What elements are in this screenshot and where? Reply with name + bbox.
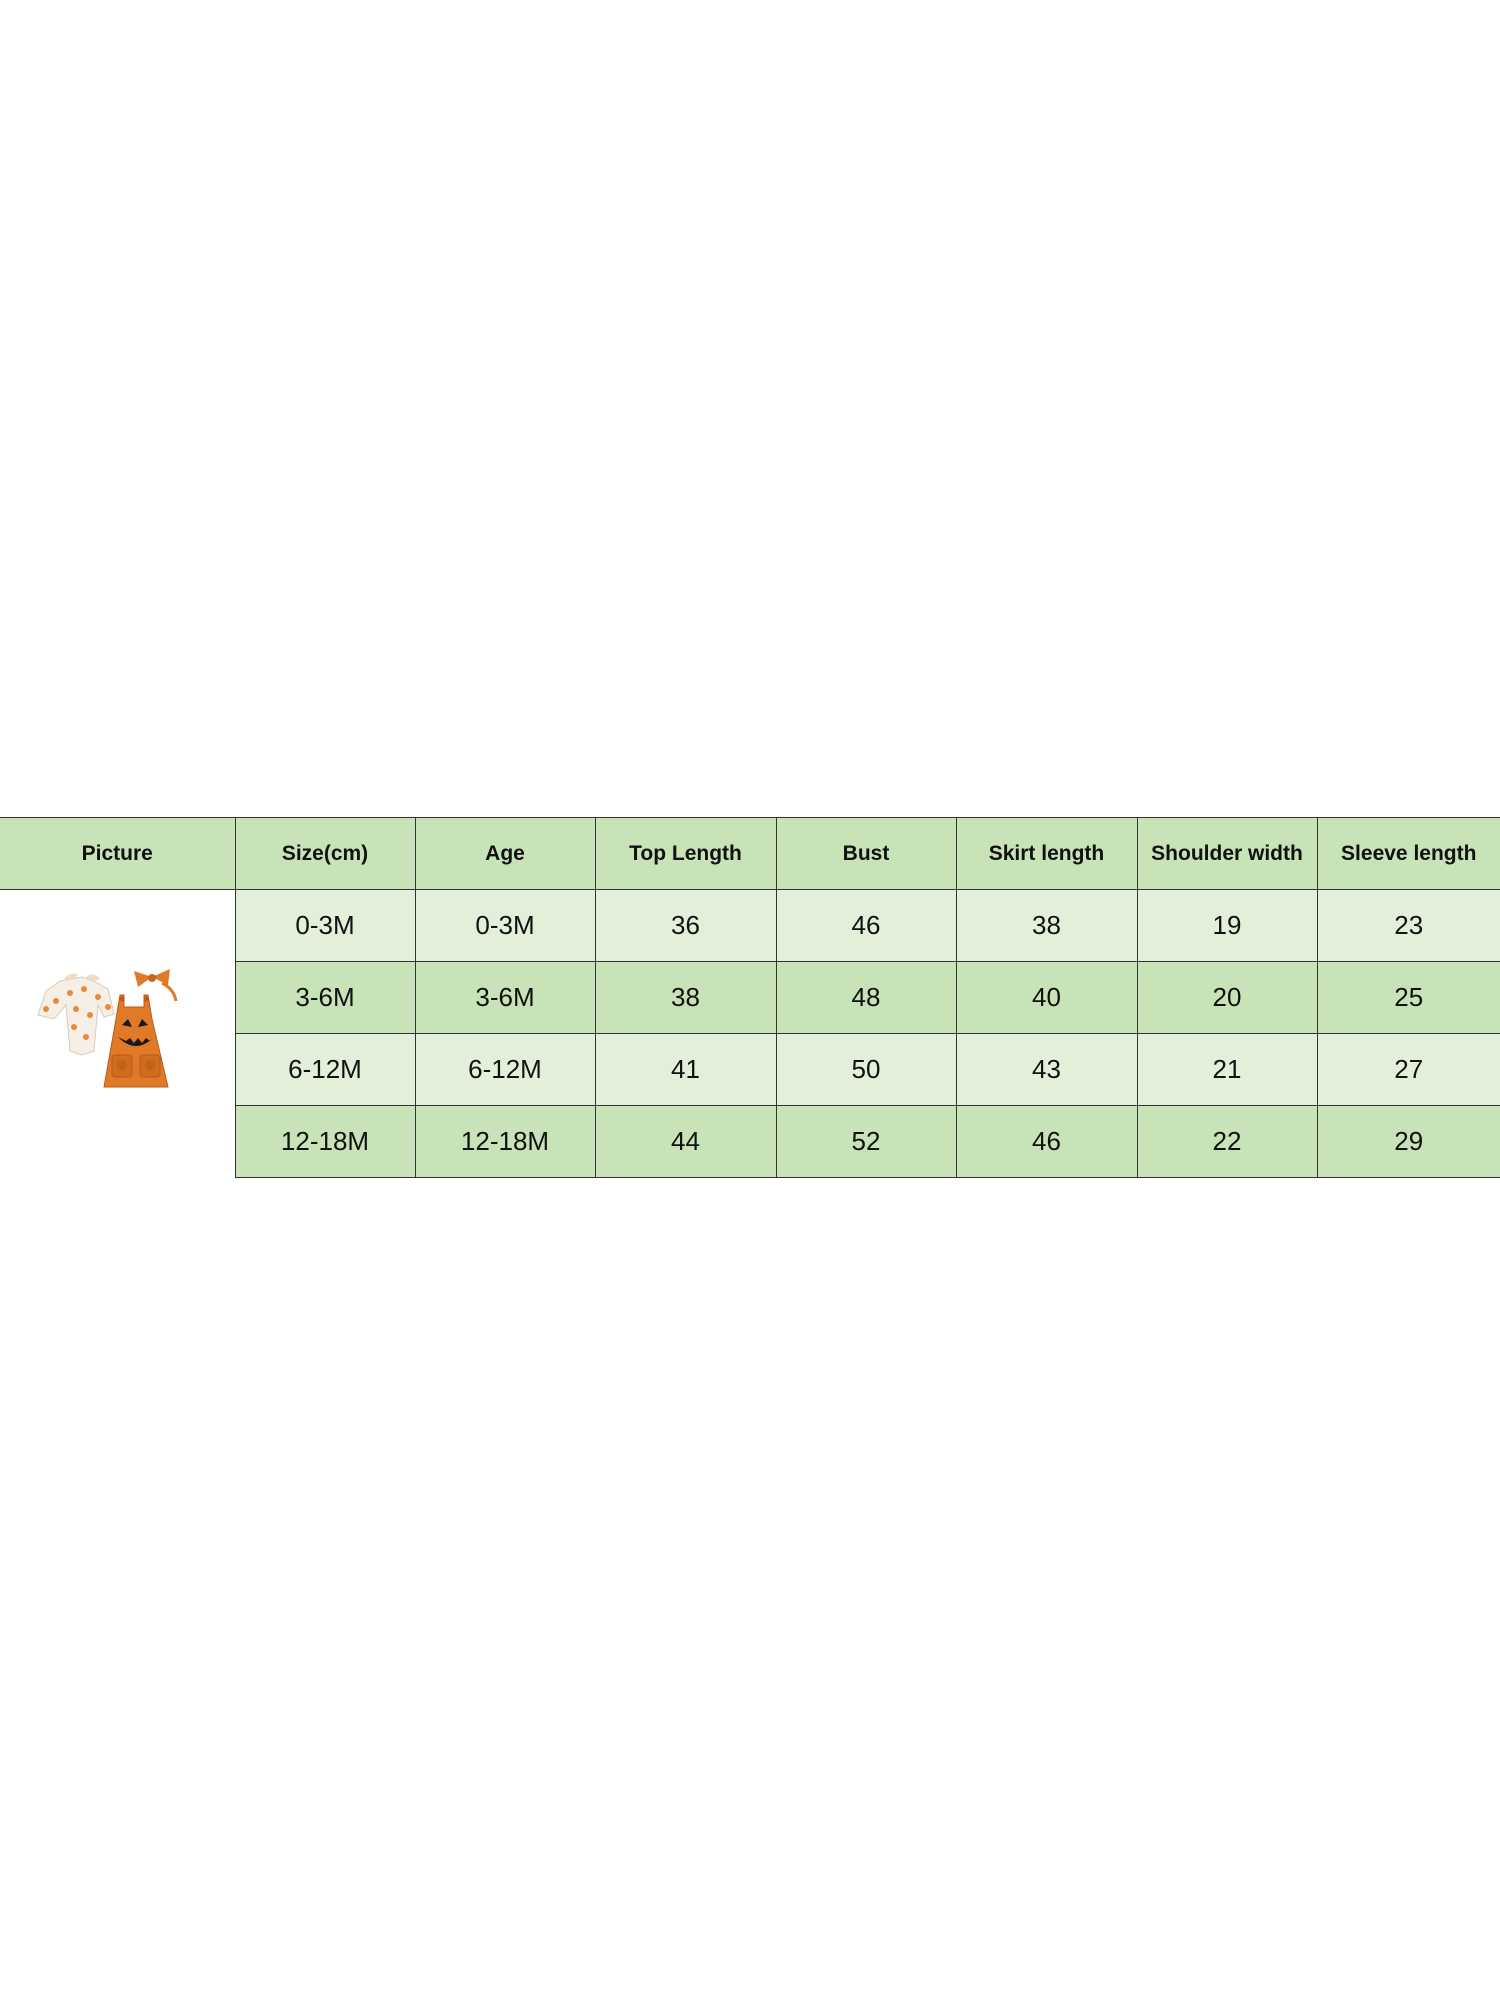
header-bust: Bust bbox=[776, 818, 956, 890]
cell-top-length: 38 bbox=[595, 962, 776, 1034]
cell-bust: 46 bbox=[776, 890, 956, 962]
cell-top-length: 44 bbox=[595, 1106, 776, 1178]
header-shoulder-width: Shoulder width bbox=[1137, 818, 1317, 890]
header-top-length: Top Length bbox=[595, 818, 776, 890]
cell-shoulder-width: 20 bbox=[1137, 962, 1317, 1034]
cell-sleeve-length: 23 bbox=[1317, 890, 1500, 962]
header-row bbox=[0, 818, 1500, 890]
cell-top-length: 41 bbox=[595, 1034, 776, 1106]
size-chart-table bbox=[0, 817, 1500, 1178]
header-picture: Picture bbox=[0, 818, 235, 890]
table-row bbox=[0, 890, 1500, 962]
cell-sleeve-length: 25 bbox=[1317, 962, 1500, 1034]
cell-top-length: 36 bbox=[595, 890, 776, 962]
cell-size: 0-3M bbox=[235, 890, 415, 962]
cell-bust: 48 bbox=[776, 962, 956, 1034]
cell-skirt-length: 38 bbox=[956, 890, 1137, 962]
header-size: Size(cm) bbox=[235, 818, 415, 890]
cell-shoulder-width: 21 bbox=[1137, 1034, 1317, 1106]
cell-age: 12-18M bbox=[415, 1106, 595, 1178]
cell-skirt-length: 43 bbox=[956, 1034, 1137, 1106]
cell-age: 0-3M bbox=[415, 890, 595, 962]
cell-bust: 50 bbox=[776, 1034, 956, 1106]
cell-skirt-length: 46 bbox=[956, 1106, 1137, 1178]
cell-sleeve-length: 29 bbox=[1317, 1106, 1500, 1178]
header-age: Age bbox=[415, 818, 595, 890]
cell-shoulder-width: 22 bbox=[1137, 1106, 1317, 1178]
cell-bust: 52 bbox=[776, 1106, 956, 1178]
cell-size: 6-12M bbox=[235, 1034, 415, 1106]
cell-skirt-length: 40 bbox=[956, 962, 1137, 1034]
product-picture-cell bbox=[0, 890, 235, 1178]
header-sleeve-length: Sleeve length bbox=[1317, 818, 1500, 890]
product-photo-icon bbox=[12, 959, 222, 1109]
cell-size: 12-18M bbox=[235, 1106, 415, 1178]
cell-sleeve-length: 27 bbox=[1317, 1034, 1500, 1106]
header-skirt-length: Skirt length bbox=[956, 818, 1137, 890]
cell-shoulder-width: 19 bbox=[1137, 890, 1317, 962]
cell-age: 6-12M bbox=[415, 1034, 595, 1106]
cell-size: 3-6M bbox=[235, 962, 415, 1034]
cell-age: 3-6M bbox=[415, 962, 595, 1034]
